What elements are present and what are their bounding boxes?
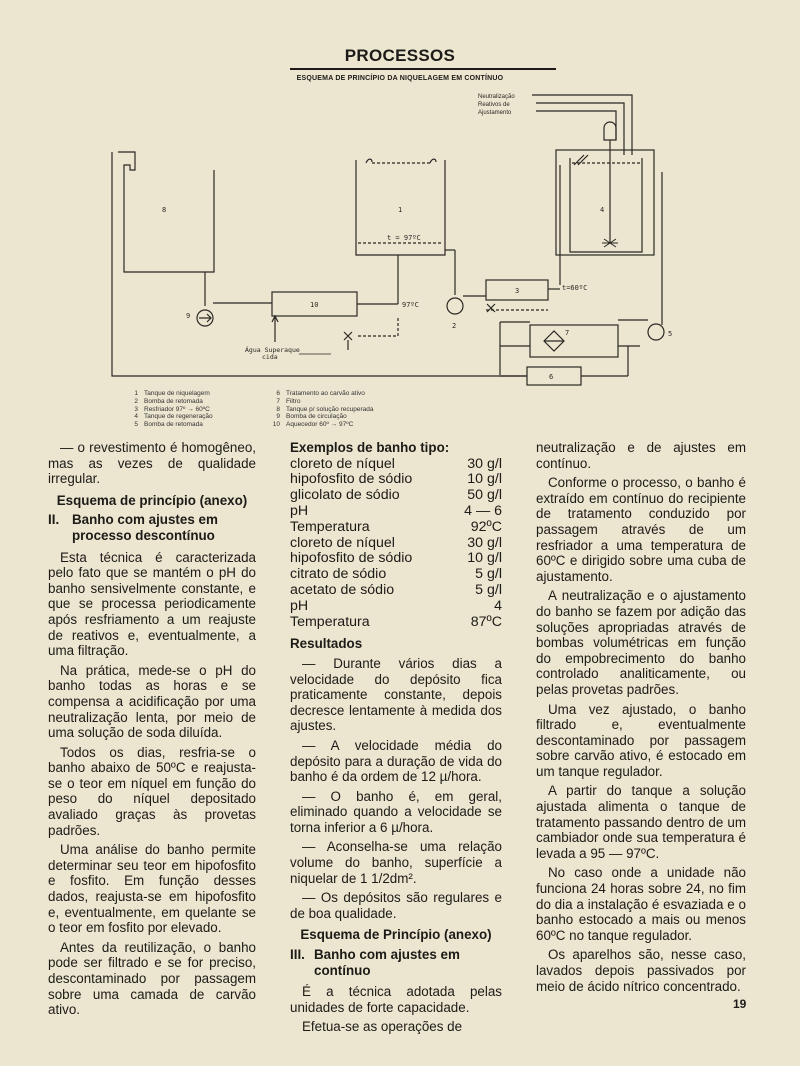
legend-num: 6	[276, 390, 280, 397]
tank-8-label: 8	[162, 206, 167, 214]
neutral-label-1: Neutralização	[478, 94, 515, 100]
legend-text: Resfriador 97º → 60ºC	[144, 405, 210, 413]
bath-value: 4	[494, 597, 502, 614]
legend-num: 2	[134, 397, 138, 405]
tank-1	[356, 159, 445, 255]
column-2	[290, 440, 502, 1039]
paragraph: Na prática, mede-se o pH do banho todas as horas e se compensa a acidificação por uma neutralização lenta, por meio de uma solução de soda diluída.	[48, 662, 256, 741]
section-heading: Resultados	[290, 636, 363, 652]
pump-2	[447, 298, 463, 330]
legend-num: 3	[134, 405, 138, 413]
bath-value: 50 g/l	[467, 487, 502, 504]
paragraph: Os aparelhos são, nesse caso, lavados depois passivados por meio de ácido nítrico concentrado.	[536, 947, 746, 994]
bath-value: 30 g/l	[467, 534, 502, 551]
paragraph: neutralização e de ajustes em contínuo.	[536, 440, 746, 471]
bath-component: pH	[290, 502, 309, 519]
carbon-treatment-6	[527, 367, 581, 385]
pump-5	[648, 324, 672, 340]
paragraph: Efetua-se as operações de	[302, 1019, 463, 1035]
bath-value: 30 g/l	[467, 455, 502, 472]
paragraph: — Durante vários dias a velocidade do depósito fica praticamente constante, depois decresce lentamente à medida dos ajustes.	[290, 655, 502, 734]
section-title-text: Banho com ajustes em contínuo	[314, 947, 460, 978]
legend-text: Aquecedor 60º → 97ºC	[286, 421, 354, 429]
filter-7-label: 7	[565, 329, 570, 337]
pump-9-label: 9	[186, 312, 191, 320]
section-heading: Esquema de princípio (anexo)	[56, 492, 248, 508]
section-heading: Esquema de Princípio (anexo)	[300, 927, 492, 943]
water-label-1: Água Superaque	[245, 346, 300, 354]
section-title	[48, 512, 256, 543]
column-3	[536, 440, 746, 998]
bath-row	[290, 536, 502, 552]
paragraph: — O banho é, em geral, eliminado quando a velocidade se torna inferior a 6 µ/hora.	[290, 788, 502, 835]
section-number: II.	[48, 512, 60, 528]
water-label-2: cida	[262, 353, 278, 361]
paragraph: Todos os dias, resfria-se o banho abaixo de 50ºC e reajusta-se o teor em níquel em função do peso do níquel depositado avaliado graças às provetas padrões.	[48, 744, 256, 838]
bath-row	[290, 567, 502, 583]
bath-row	[290, 457, 502, 473]
section-heading: Exemplos de banho tipo:	[290, 440, 450, 455]
paragraph: Uma vez ajustado, o banho filtrado e, eventualmente descontaminado por passagem sobre carvão ativo, é estocado em um tanque regulador.	[536, 701, 746, 779]
paragraph: É a técnica adotada pelas unidades de forte capacidade.	[290, 984, 502, 1015]
tank-4-label: 4	[600, 206, 605, 214]
pump-5-label: 5	[668, 330, 673, 338]
bath-value: 10 g/l	[467, 550, 502, 567]
heater-temp-label: 97ºC	[402, 301, 419, 309]
bath-component: cloreto de níquel	[290, 455, 395, 472]
legend-text: Filtro	[286, 397, 301, 405]
tank-1-temp: t = 97ºC	[387, 234, 421, 242]
bath-value: 4 — 6	[464, 502, 502, 519]
bath-row	[290, 599, 502, 615]
bath-row	[290, 551, 502, 567]
paragraph: Uma análise do banho permite determinar seu teor em hipofosfito e fosfito. Em função desses dados, reajusta-se em hipofosfito e, eventualmente, em quelante se o teor em fosfito por elevado.	[48, 842, 256, 936]
section-title-text: Banho com ajustes em processo descontínuo	[72, 512, 218, 543]
page-title: PROCESSOS	[344, 46, 456, 65]
column-1	[48, 440, 256, 1022]
heater-10-label: 10	[310, 301, 319, 309]
paragraph: — Os depósitos são regulares e de boa qualidade.	[290, 890, 502, 921]
tank-1-label: 1	[398, 206, 403, 214]
legend-num: 10	[272, 421, 280, 429]
paragraph: — o revestimento é homogêneo, mas as vezes de qualidade irregular.	[48, 440, 256, 487]
bath-component: Temperatura	[290, 613, 370, 630]
bath-value: 92ºC	[470, 518, 502, 535]
neutral-label-2: Reativos de	[478, 102, 510, 108]
paragraph: No caso onde a unidade não funciona 24 horas sobre 24, no fim do dia a instalação é esvaziada e o banho estocado a mais ou menos 60ºC no tanque regulador.	[536, 865, 746, 943]
legend-num: 1	[134, 390, 138, 397]
legend-text: Tanque p/ solução recuperada	[286, 405, 374, 413]
legend-text: Tanque de regeneração	[144, 413, 213, 421]
legend-right	[266, 390, 373, 429]
bath-row	[290, 488, 502, 504]
cooler-temp-label: t=60ºC	[562, 284, 588, 292]
bath-row	[290, 583, 502, 599]
filter-7	[530, 325, 618, 357]
legend-text: Bomba de circulação	[286, 413, 347, 421]
paragraph: — A velocidade média do depósito para a duração de vida do banho é da ordem de 12 µ/hora.	[290, 737, 502, 785]
pump-9	[186, 310, 213, 326]
pump-2-label: 2	[452, 322, 457, 330]
bath-value: 87ºC	[470, 613, 502, 630]
legend-text: Tanque de niquelagem	[144, 390, 210, 397]
bath-row	[290, 472, 502, 488]
bath-row	[290, 504, 502, 520]
bath-component: citrato de sódio	[290, 566, 387, 583]
bath-component: Temperatura	[290, 518, 370, 535]
bath-value: 5 g/l	[475, 566, 502, 583]
paragraph: Antes da reutilização, o banho pode ser filtrado e se for preciso, descontaminado por passagem sobre uma camada de carvão ativo.	[48, 939, 256, 1018]
bath-list	[290, 457, 502, 631]
page-number: 19	[733, 997, 747, 1011]
cooler-3	[486, 280, 548, 300]
bath-component: glicolato de sódio	[290, 487, 400, 504]
bath-component: hipofosfito de sódio	[290, 550, 413, 567]
bath-component: hipofosfito de sódio	[290, 471, 413, 488]
legend-num: 8	[276, 405, 280, 413]
legend-text: Tratamento ao carvão ativo	[286, 390, 365, 397]
neutral-label-3: Ajustamento	[478, 110, 512, 116]
tank-8	[118, 152, 214, 272]
legend-num: 5	[134, 421, 138, 429]
bath-row	[290, 520, 502, 536]
paragraph: Esta técnica é caracterizada pelo fato que se mantém o pH do banho sensivelmente constante, e que se processa periodicamente após resfriamento a um reajuste de reativos e, eventualmente, a uma filtração.	[48, 549, 256, 659]
bath-component: acetato de sódio	[290, 581, 395, 598]
paragraph: A neutralização e o ajustamento do banho se fazem por adição das soluções apropriadas através de bombas volumétricas em função do empobrecimento do banho controlado analiticamente, ou pelas provetas padrões.	[536, 588, 746, 697]
legend-num: 4	[134, 413, 138, 421]
diagram-title: ESQUEMA DE PRINCÍPIO DA NIQUELAGEM EM CONTÍNUO	[296, 75, 504, 82]
heater-10	[272, 292, 357, 316]
legend-text: Bomba de retomada	[144, 397, 203, 405]
process-diagram	[0, 0, 800, 440]
bath-value: 10 g/l	[467, 471, 502, 488]
paragraph: Conforme o processo, o banho é extraído em contínuo do recipiente de tratamento conduzido por passagem através de um resfriador a uma temperatura de 60ºC e dirigido sobre uma cuba de ajustamento.	[536, 475, 746, 584]
legend-text: Bomba de retomada	[144, 421, 203, 429]
paragraph: A partir do tanque a solução ajustada alimenta o tanque de tratamento passando dentro de um cambiador onde sua temperatura é levada a 95 — 97ºC.	[536, 783, 746, 861]
bath-component: pH	[290, 597, 309, 614]
legend-num: 7	[276, 397, 280, 405]
legend-left	[124, 390, 213, 429]
section-title	[290, 947, 502, 978]
bath-value: 5 g/l	[475, 581, 502, 598]
cooler-3-label: 3	[515, 287, 520, 295]
carbon-6-label: 6	[549, 373, 554, 381]
bath-component: cloreto de níquel	[290, 534, 395, 551]
paragraph: — Aconselha-se uma relação volume do banho, superfície a niquelar de 1 1/2dm².	[290, 839, 502, 886]
section-number: III.	[290, 947, 305, 963]
legend-num: 9	[276, 413, 280, 421]
bath-row	[290, 615, 502, 631]
